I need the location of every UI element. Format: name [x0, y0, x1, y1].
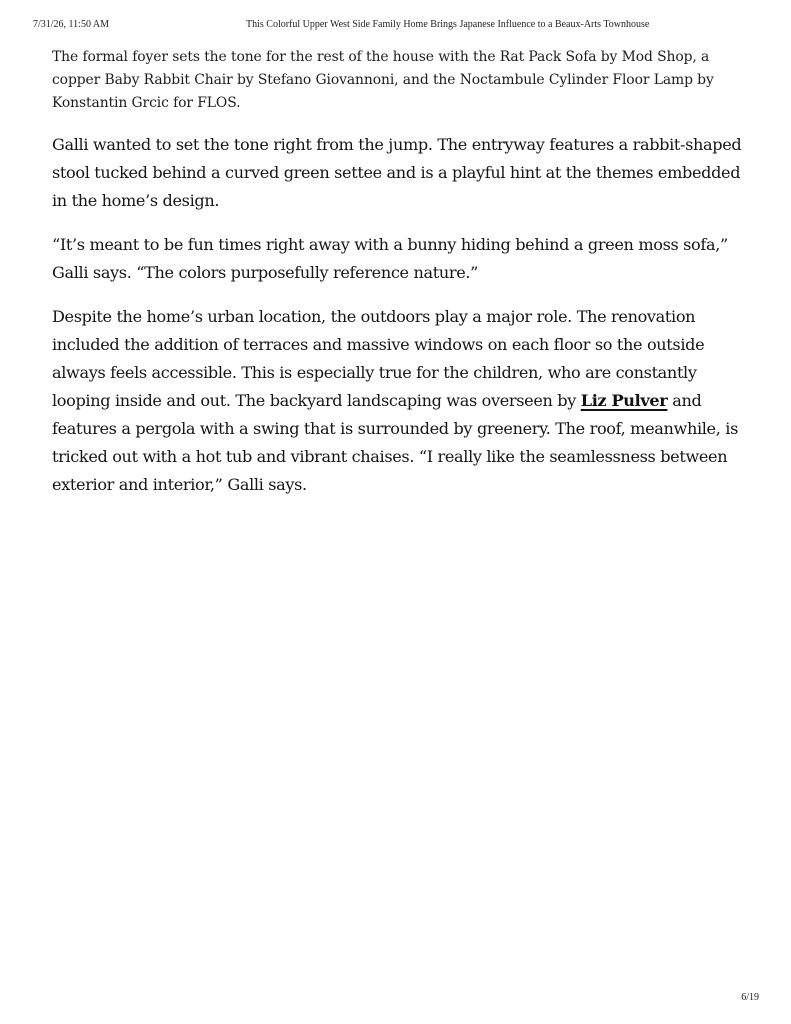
print-page-title: This Colorful Upper West Side Family Home Brings Japanese Influence to a Beaux-Arts Townhouse — [246, 19, 650, 30]
liz-pulver-link[interactable]: Liz Pulver — [580, 391, 668, 410]
page-number: 6/19 — [741, 992, 759, 1003]
paragraph-quote: “It’s meant to be fun times right away with a bunny hiding behind a green moss sofa,” Galli says. “The colors purposefully reference nature.” — [52, 235, 728, 282]
paragraph-entryway: Galli wanted to set the tone right from the jump. The entryway features a rabbit-shaped stool tucked behind a curved green settee and is a playful hint at the themes embedded in the home’s design. — [52, 135, 742, 210]
print-datetime: 7/31/26, 11:50 AM — [33, 19, 110, 30]
image-caption: The formal foyer sets the tone for the rest of the house with the Rat Pack Sofa by Mod Shop, a copper Baby Rabbit Chair by Stefano Giovannoni, and the Noctambule Cylinder Floor Lamp by Konstantin Grcic for FLOS. — [52, 49, 714, 111]
print-header — [0, 13, 791, 33]
paragraph-outdoors-text-start: Despite the home’s urban location, the outdoors play a major role. The renovation included the addition of terraces and massive windows on each floor so the outside always feels accessible. This is especially true for the children, who are constantly looping inside and out. The backyard landscaping was overseen by — [52, 307, 705, 410]
paragraph-outdoors — [52, 303, 746, 499]
article-body — [52, 46, 746, 515]
paragraph-outdoors-text-end: and features a pergola with a swing that is surrounded by greenery. The roof, meanwhile, is tricked out with a hot tub and vibrant chaises. “I really like the seamlessness between exterior and interior,” Galli says. — [52, 391, 738, 494]
